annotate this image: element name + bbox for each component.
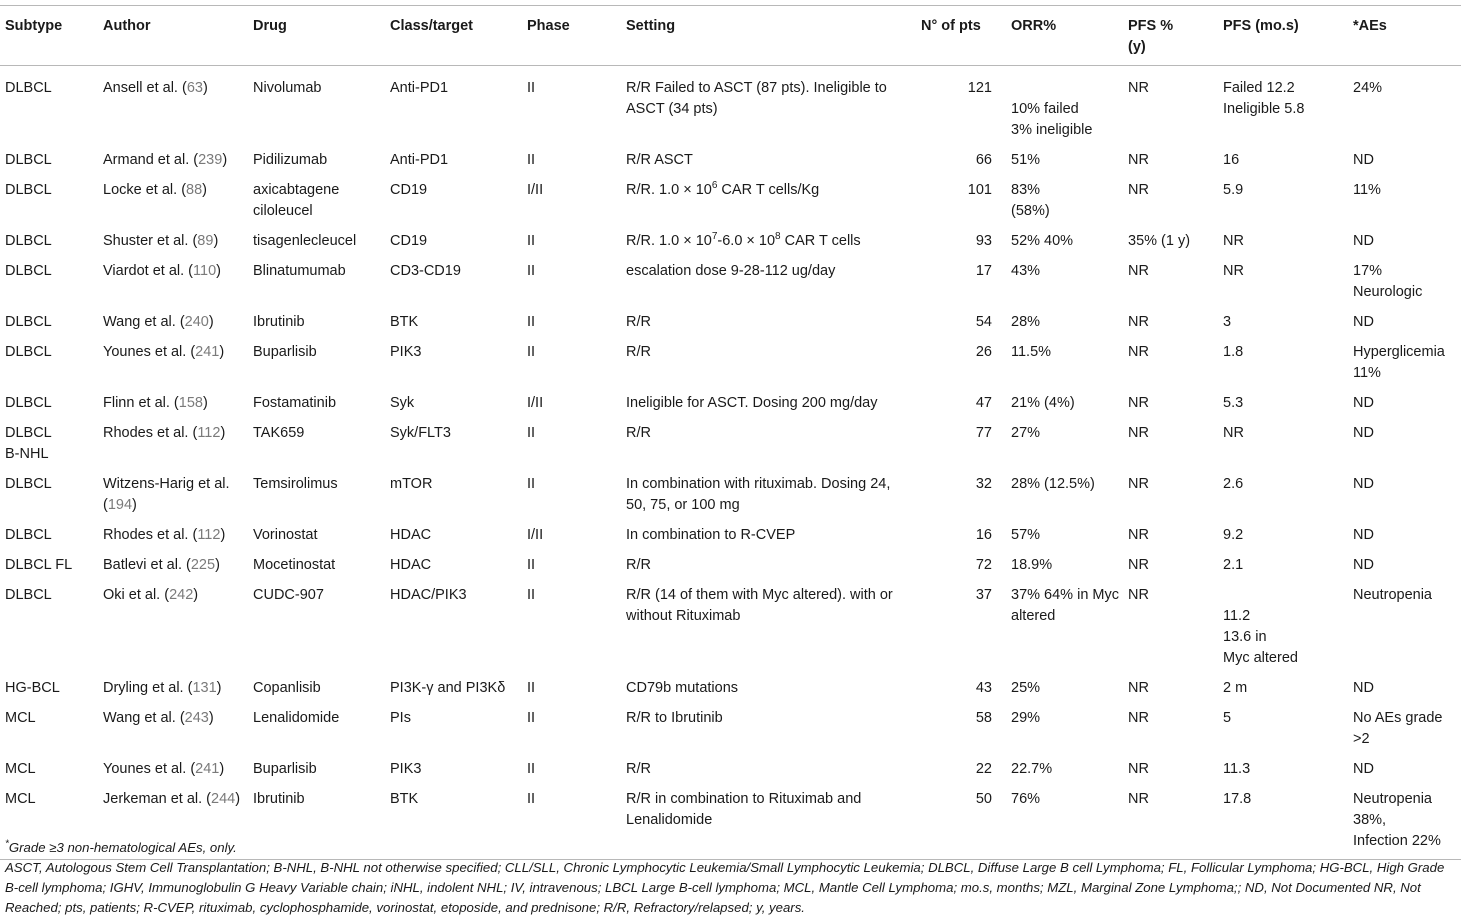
setting-exponent: 6	[711, 180, 718, 192]
cell-orr: 21% (4%)	[1011, 395, 1075, 411]
table-row	[0, 66, 1461, 147]
cell-author: Jerkeman et al. (244)	[98, 785, 248, 860]
cell-author: Shuster et al. (89)	[103, 233, 219, 249]
cell-subtype: DLBCL	[5, 80, 52, 96]
cell-author: Dryling et al. (131)	[103, 680, 222, 696]
cell-phase: II	[527, 476, 536, 492]
cell-patients: 121	[967, 80, 992, 96]
cell-setting: R/R	[626, 761, 651, 777]
cell-class: CD19	[390, 233, 428, 249]
cell-pfs-percent: NR	[1128, 152, 1149, 168]
cell-adverse-events: Neutropenia	[1353, 587, 1432, 603]
cell-subtype: HG-BCL	[5, 680, 60, 696]
cell-subtype: DLBCL	[5, 344, 52, 360]
cell-subtype: DLBCL	[5, 476, 52, 492]
table-row	[0, 581, 1461, 674]
footnote-text: Grade ≥3 non-hematological AEs, only.	[8, 840, 237, 855]
reference-number: 244	[211, 791, 236, 807]
author-name: Witzens-Harig et al.	[103, 476, 230, 492]
column-header: PFS (mo.s)	[1218, 6, 1348, 66]
column-header: N° of pts	[916, 6, 1006, 66]
reference-number: 131	[192, 680, 217, 696]
cell-orr: 27%	[1011, 425, 1041, 441]
author-name: Wang et al.	[103, 314, 176, 330]
cell-drug: Vorinostat	[253, 527, 318, 543]
cell-class: PI3K-γ and PI3Kδ	[390, 680, 506, 696]
cell-adverse-events: ND	[1353, 233, 1374, 249]
table-row	[0, 521, 1461, 551]
author-name: Rhodes et al.	[103, 425, 189, 441]
reference-number: 63	[186, 80, 203, 96]
cell-orr: 22.7%	[1011, 761, 1053, 777]
cell-author: Rhodes et al. (112)	[103, 527, 226, 543]
setting-text: CAR T cells	[780, 233, 861, 249]
table-row	[0, 308, 1461, 338]
cell-pfs-months: 2.1	[1223, 557, 1244, 573]
footnote-abbreviations: ASCT, Autologous Stem Cell Transplantation; B-NHL, B-NHL not otherwise specified; CLL/SLL, Chronic Lymphocytic Leukemia/Small Lymphocytic Leukemia; DLBCL, Diffuse Large B cell Lymphoma; FL, Follicular Lymphoma; HG-BCL, High Grade B-cell lymphoma; IGHV, Immunoglobulin G Heavy Variable chain; iNHL, indolent NHL; IV, intravenous; LBCL Large B-cell lymphoma; MCL, Mantle Cell Lymphoma; mo.s, months; MZL, Marginal Zone Lymphoma;; ND, Not Documented NR, Not Reached; pts, patients; R-CVEP, rituximab, cyclophosphamide, vorinostat, etoposide, and prednisone; R/R, Refractory/relapsed; y, years.	[5, 860, 1445, 915]
cell-pfs-months: 5.9	[1223, 182, 1244, 198]
cell-drug: Nivolumab	[253, 80, 322, 96]
cell-patients: 66	[975, 152, 992, 168]
cell-author: Batlevi et al. (225)	[103, 557, 220, 573]
reference-number: 225	[190, 557, 216, 573]
cell-adverse-events: ND	[1353, 527, 1374, 543]
cell-adverse-events: 24%	[1353, 80, 1383, 96]
cell-setting: Ineligible for ASCT. Dosing 200 mg/day	[626, 395, 878, 411]
table-row	[0, 704, 1461, 755]
cell-author: Ansell et al. (63)	[103, 80, 208, 96]
cell-drug: Buparlisib	[253, 344, 317, 360]
cell-patients: 17	[975, 263, 992, 279]
column-header: Phase	[522, 6, 621, 66]
author-name: Viardot et al.	[103, 263, 185, 279]
cell-pfs-percent: NR	[1128, 557, 1149, 573]
cell-pfs-months: 2.6	[1223, 476, 1244, 492]
table-row	[0, 338, 1461, 389]
cell-setting	[621, 227, 916, 257]
reference-number: 243	[184, 710, 209, 726]
setting-text: R/R. 1.0 × 10	[626, 233, 712, 249]
cell-class: CD19	[390, 182, 428, 198]
reference-number: 110	[193, 263, 217, 279]
cell-orr: 29%	[1011, 710, 1041, 726]
cell-setting: In combination to R-CVEP	[626, 527, 796, 543]
table-row	[0, 176, 1461, 227]
table-row	[0, 227, 1461, 257]
author-name: Oki et al.	[103, 587, 161, 603]
reference-number: 194	[107, 497, 133, 513]
cell-patients: 47	[975, 395, 992, 411]
cell-pfs-months: NR	[1223, 263, 1244, 279]
cell-setting: R/R	[626, 425, 651, 441]
cell-adverse-events: Neutropenia 38%, Infection 22%	[1348, 785, 1461, 860]
cell-class: Syk	[390, 395, 415, 411]
reference-number: 241	[195, 761, 220, 777]
cell-pfs-months: NR	[1223, 425, 1244, 441]
cell-patients: 50	[916, 785, 1006, 860]
cell-adverse-events: 17% Neurologic	[1353, 263, 1423, 300]
cell-pfs-months: 5	[1223, 710, 1232, 726]
author-name: Wang et al.	[103, 710, 176, 726]
cell-class: PIK3	[390, 344, 422, 360]
column-header: Author	[98, 6, 248, 66]
cell-author: Wang et al. (243)	[103, 710, 214, 726]
author-name: Rhodes et al.	[103, 527, 189, 543]
cell-patients: 101	[967, 182, 992, 198]
footnote-grade	[5, 838, 1457, 858]
table-row	[0, 146, 1461, 176]
cell-pfs-months: 5.3	[1223, 395, 1244, 411]
cell-patients: 58	[975, 710, 992, 726]
cell-subtype: DLBCL	[5, 182, 52, 198]
cell-pfs-months: 11.2 13.6 in Myc altered	[1223, 608, 1298, 666]
table-row	[0, 389, 1461, 419]
table-row	[0, 755, 1461, 785]
cell-subtype: DLBCL B-NHL	[5, 425, 52, 462]
cell-pfs-percent: NR	[1128, 182, 1149, 198]
cell-pfs-percent: NR	[1123, 785, 1218, 860]
cell-pfs-months: 11.3	[1223, 761, 1251, 777]
cell-phase: I/II	[527, 527, 544, 543]
cell-author: Flinn et al. (158)	[103, 395, 208, 411]
cell-class: mTOR	[390, 476, 433, 492]
cell-phase: II	[527, 233, 536, 249]
reference-number: 158	[178, 395, 203, 411]
setting-exponent: 7	[711, 231, 718, 243]
cell-adverse-events: ND	[1353, 680, 1374, 696]
cell-phase: II	[527, 80, 536, 96]
cell-pfs-percent: NR	[1128, 344, 1149, 360]
cell-setting: R/R	[626, 344, 651, 360]
cell-adverse-events: No AEs grade >2	[1353, 710, 1443, 747]
cell-setting: R/R	[626, 557, 651, 573]
cell-setting: R/R (14 of them with Myc altered). with or without Rituximab	[626, 587, 893, 624]
cell-phase: II	[527, 587, 536, 603]
cell-pfs-percent: NR	[1128, 761, 1149, 777]
cell-pfs-percent: NR	[1128, 263, 1149, 279]
cell-pfs-percent: NR	[1128, 527, 1149, 543]
cell-class: CD3-CD19	[390, 263, 461, 279]
cell-class: PIs	[390, 710, 411, 726]
cell-phase: II	[527, 761, 536, 777]
cell-orr: 57%	[1011, 527, 1041, 543]
table-row	[0, 419, 1461, 470]
cell-author: Oki et al. (242)	[103, 587, 199, 603]
column-header: Setting	[621, 6, 916, 66]
table-row	[0, 551, 1461, 581]
cell-pfs-months: Failed 12.2 Ineligible 5.8	[1223, 80, 1305, 117]
cell-drug: TAK659	[253, 425, 305, 441]
cell-patients: 43	[975, 680, 992, 696]
cell-orr: 11.5%	[1011, 344, 1052, 360]
cell-phase: II	[527, 425, 536, 441]
cell-author: Locke et al. (88)	[103, 182, 208, 198]
cell-subtype: DLBCL	[5, 152, 52, 168]
cell-subtype: DLBCL	[5, 395, 52, 411]
cell-adverse-events: ND	[1353, 314, 1374, 330]
cell-patients: 77	[975, 425, 992, 441]
cell-class: PIK3	[390, 761, 422, 777]
cell-drug: Blinatumumab	[253, 263, 346, 279]
author-name: Younes et al.	[103, 761, 187, 777]
cell-orr: 28% (12.5%)	[1011, 476, 1095, 492]
cell-phase: I/II	[527, 395, 544, 411]
cell-pfs-percent: 35% (1 y)	[1128, 233, 1191, 249]
column-header: *AEs	[1348, 6, 1461, 66]
cell-pfs-percent: NR	[1128, 395, 1149, 411]
cell-phase: II	[522, 785, 621, 860]
table-row	[0, 257, 1461, 308]
cell-class: BTK	[385, 785, 522, 860]
author-name: Younes et al.	[103, 344, 187, 360]
cell-adverse-events: Hyperglicemia 11%	[1353, 344, 1445, 381]
cell-setting: R/R ASCT	[626, 152, 693, 168]
cell-author: Wang et al. (240)	[103, 314, 214, 330]
cell-orr: 10% failed 3% ineligible	[1011, 101, 1093, 138]
cell-orr: 52% 40%	[1011, 233, 1074, 249]
reference-number: 112	[197, 425, 221, 441]
cell-class: Anti-PD1	[390, 80, 449, 96]
cell-drug: Ibrutinib	[248, 785, 385, 860]
cell-adverse-events: ND	[1353, 476, 1374, 492]
column-header: Drug	[248, 6, 385, 66]
cell-patients: 72	[975, 557, 992, 573]
cell-class: HDAC	[390, 527, 432, 543]
cell-drug: Pidilizumab	[253, 152, 328, 168]
table-row	[0, 470, 1461, 521]
cell-patients: 54	[975, 314, 992, 330]
author-name: Batlevi et al.	[103, 557, 182, 573]
cell-class: HDAC	[390, 557, 432, 573]
cell-adverse-events: ND	[1353, 557, 1374, 573]
reference-number: 242	[169, 587, 194, 603]
cell-phase: II	[527, 344, 536, 360]
cell-author: Armand et al. (239)	[103, 152, 228, 168]
cell-drug: Ibrutinib	[253, 314, 305, 330]
cell-subtype: DLBCL	[5, 233, 52, 249]
cell-patients: 32	[975, 476, 992, 492]
cell-author: Rhodes et al. (112)	[103, 425, 226, 441]
cell-class: Syk/FLT3	[390, 425, 451, 441]
cell-orr: 43%	[1011, 263, 1041, 279]
cell-subtype: DLBCL	[5, 587, 52, 603]
reference-number: 89	[197, 233, 214, 249]
cell-author: Viardot et al. (110)	[103, 263, 221, 279]
cell-phase: I/II	[527, 182, 544, 198]
table-row	[0, 674, 1461, 704]
cell-drug: Fostamatinib	[253, 395, 337, 411]
cell-phase: II	[527, 263, 536, 279]
setting-text: CAR T cells/Kg	[717, 182, 820, 198]
cell-drug: Buparlisib	[253, 761, 317, 777]
cell-adverse-events: 11%	[1353, 182, 1381, 198]
author-name: Jerkeman et al.	[103, 791, 203, 807]
cell-setting: R/R to Ibrutinib	[626, 710, 723, 726]
cell-class: HDAC/PIK3	[390, 587, 467, 603]
cell-drug: Mocetinostat	[253, 557, 336, 573]
table-footnotes	[5, 838, 1457, 918]
cell-pfs-percent: NR	[1128, 80, 1149, 96]
cell-drug: Lenalidomide	[253, 710, 340, 726]
cell-pfs-percent: NR	[1128, 425, 1149, 441]
cell-orr: 51%	[1011, 152, 1041, 168]
cell-class: Anti-PD1	[390, 152, 449, 168]
cell-orr: 83% (58%)	[1011, 182, 1050, 219]
cell-adverse-events: ND	[1353, 761, 1374, 777]
cell-orr: 37% 64% in Myc altered	[1011, 587, 1119, 624]
cell-drug: Temsirolimus	[253, 476, 338, 492]
cell-phase: II	[527, 557, 536, 573]
column-header: Class/target	[385, 6, 522, 66]
cell-setting: R/R	[626, 314, 651, 330]
cell-subtype: DLBCL	[5, 263, 52, 279]
cell-phase: II	[527, 152, 536, 168]
column-header: Subtype	[0, 6, 98, 66]
cell-subtype: DLBCL	[5, 314, 52, 330]
cell-orr: 28%	[1011, 314, 1041, 330]
cell-pfs-months: 16	[1223, 152, 1240, 168]
cell-adverse-events: ND	[1353, 152, 1374, 168]
author-name: Shuster et al.	[103, 233, 189, 249]
cell-subtype: MCL	[5, 710, 36, 726]
cell-adverse-events: ND	[1353, 395, 1374, 411]
cell-orr: 18.9%	[1011, 557, 1053, 573]
cell-pfs-percent: NR	[1128, 680, 1149, 696]
cell-pfs-months: 2 m	[1223, 680, 1248, 696]
cell-pfs-months: 17.8	[1218, 785, 1348, 860]
cell-pfs-months: 3	[1223, 314, 1232, 330]
cell-author: Younes et al. (241)	[103, 761, 225, 777]
cell-setting: R/R in combination to Rituximab and Lenalidomide	[621, 785, 916, 860]
cell-phase: II	[527, 680, 536, 696]
cell-subtype: DLBCL	[5, 527, 52, 543]
cell-subtype: DLBCL FL	[5, 557, 73, 573]
cell-setting: CD79b mutations	[626, 680, 739, 696]
cell-setting	[621, 176, 916, 227]
cell-author: Witzens-Harig et al. (194)	[103, 476, 230, 513]
cell-phase: II	[527, 710, 536, 726]
author-name: Flinn et al.	[103, 395, 170, 411]
cell-adverse-events: ND	[1353, 425, 1374, 441]
reference-number: 240	[184, 314, 209, 330]
cell-pfs-percent: NR	[1128, 587, 1149, 603]
cell-drug: CUDC-907	[253, 587, 324, 603]
author-name: Ansell et al.	[103, 80, 178, 96]
setting-text: -6.0 × 10	[717, 233, 776, 249]
footnote-marker: *	[5, 838, 9, 850]
cell-setting: R/R Failed to ASCT (87 pts). Ineligible to ASCT (34 pts)	[626, 80, 887, 117]
cell-drug: axicabtagene ciloleucel	[253, 182, 340, 219]
cell-orr: 25%	[1011, 680, 1041, 696]
cell-class: BTK	[390, 314, 419, 330]
table-body	[0, 66, 1461, 860]
cell-drug: Copanlisib	[253, 680, 321, 696]
cell-patients: 26	[975, 344, 992, 360]
cell-pfs-months: NR	[1223, 233, 1244, 249]
cell-patients: 22	[975, 761, 992, 777]
setting-text: R/R. 1.0 × 10	[626, 182, 712, 198]
cell-pfs-percent: NR	[1128, 314, 1149, 330]
reference-number: 112	[197, 527, 221, 543]
cell-orr: 76%	[1006, 785, 1123, 860]
author-name: Locke et al.	[103, 182, 178, 198]
cell-pfs-percent: NR	[1128, 476, 1149, 492]
cell-subtype: MCL	[0, 785, 98, 860]
cell-pfs-percent: NR	[1128, 710, 1149, 726]
cell-setting: escalation dose 9-28-112 ug/day	[626, 263, 836, 279]
author-name: Armand et al.	[103, 152, 190, 168]
cell-patients: 93	[975, 233, 992, 249]
reference-number: 239	[198, 152, 223, 168]
author-name: Dryling et al.	[103, 680, 184, 696]
cell-patients: 37	[975, 587, 992, 603]
cell-patients: 16	[975, 527, 992, 543]
cell-drug: tisagenlecleucel	[253, 233, 357, 249]
trials-table	[0, 5, 1461, 860]
reference-number: 241	[195, 344, 220, 360]
cell-pfs-months: 9.2	[1223, 527, 1244, 543]
column-header: PFS % (y)	[1123, 6, 1218, 66]
reference-number: 88	[186, 182, 203, 198]
column-header: ORR%	[1006, 6, 1123, 66]
cell-subtype: MCL	[5, 761, 36, 777]
cell-setting: In combination with rituximab. Dosing 24, 50, 75, or 100 mg	[626, 476, 891, 513]
cell-phase: II	[527, 314, 536, 330]
setting-exponent: 8	[775, 231, 781, 243]
cell-author: Younes et al. (241)	[103, 344, 225, 360]
table-header-row	[0, 6, 1461, 66]
cell-pfs-months: 1.8	[1223, 344, 1244, 360]
